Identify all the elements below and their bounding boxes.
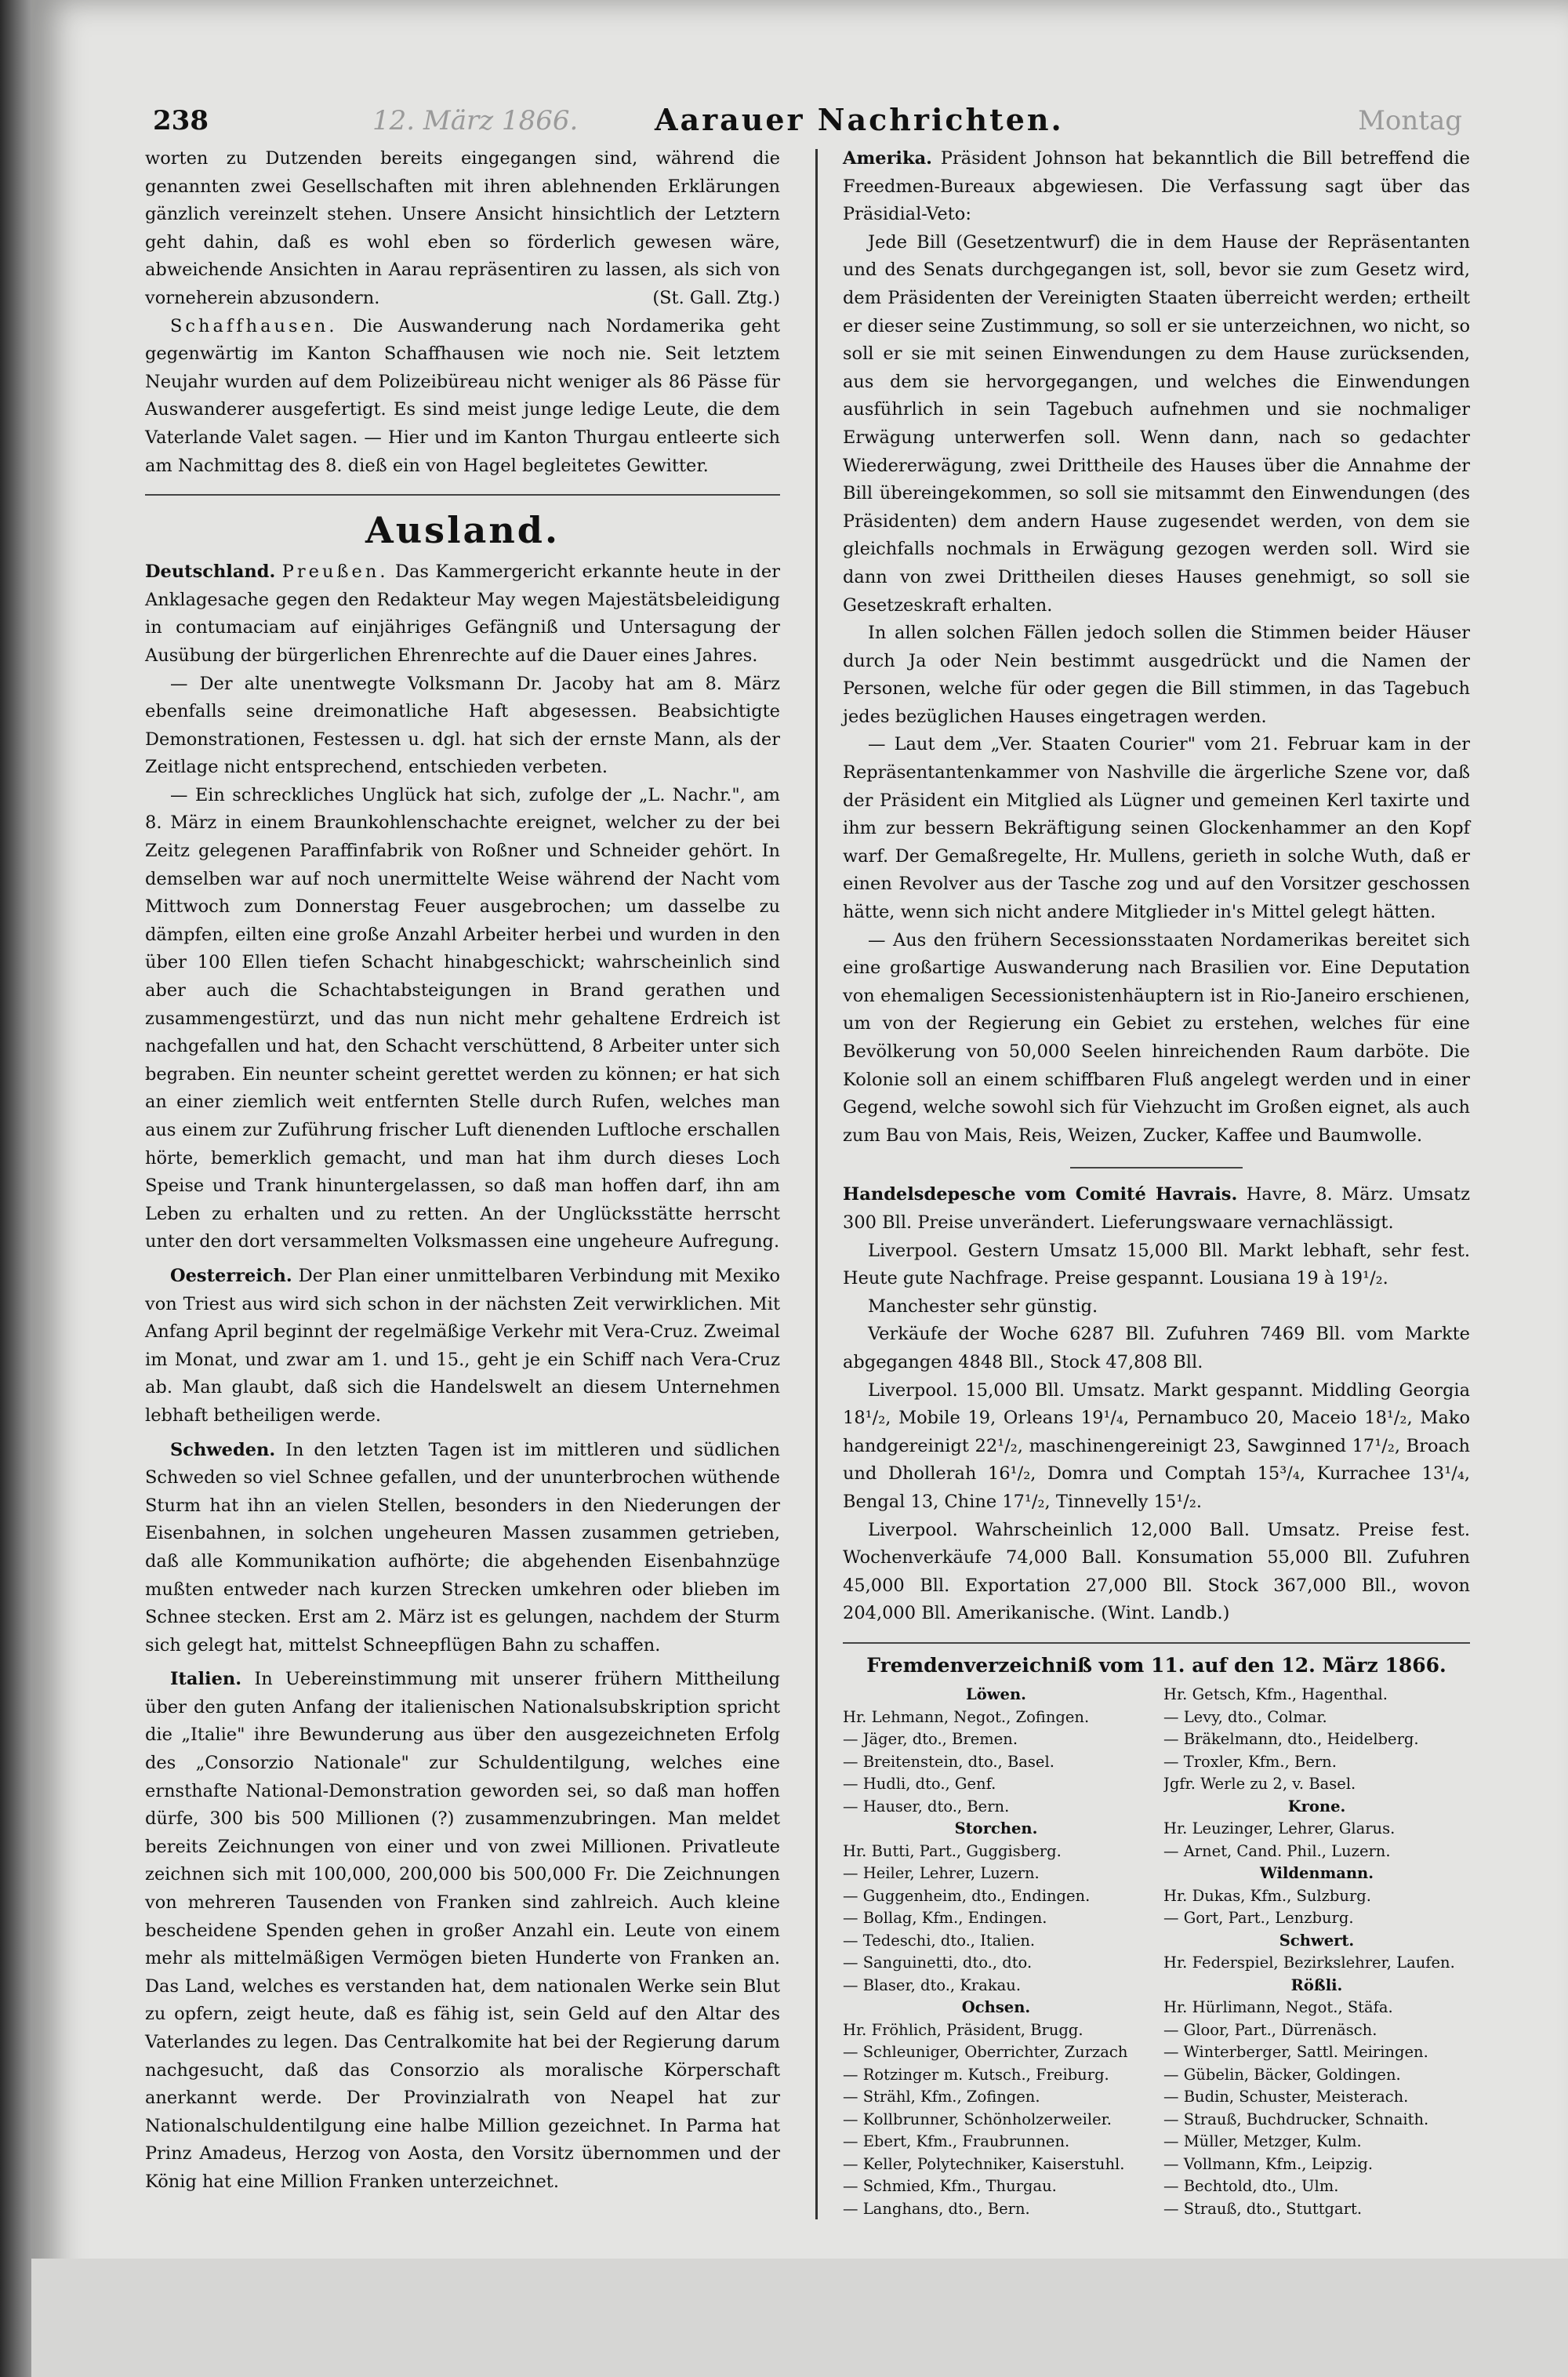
page-number: 238	[153, 105, 209, 136]
hotel-name: Löwen.	[966, 1685, 1026, 1704]
article-nashville: — Laut dem „Ver. Staaten Courier" vom 21. Februar kam in der Repräsentantenkammer von Nashville die ärgerliche Szene vor, daß der Präsident ein Mitglied als Lügner und gemeinen Kerl taxirte und ihm zur bessern Bekräftigung seinen Glockenhammer an den Kopf warf. Der Gemaßregelte, Hr. Mullens, gerieth in solche Wuth, daß er einen Revolver aus der Tasche zog und auf den Vorsitzer geschossen hätte, wenn sich nicht andere Mitglieder in's Mittel gelegt hätten.	[843, 734, 1470, 923]
left-column	[145, 145, 780, 2197]
country-heading: Amerika.	[843, 148, 932, 169]
article-deutschland: Deutschland. Preußen. Das Kammergericht erkannte heute in der Anklagesache gegen den Redakteur May wegen Majestätsbeleidigung in contumaciam auf einjähriges Gefängniß und Untersagung der Ausübung der bürgerlichen Ehrenrechte auf die Dauer eines Jahres.	[145, 562, 781, 666]
guest-entry: — Hudli, dto., Genf.	[843, 1775, 996, 1794]
page-bottom-margin	[31, 2259, 1568, 2377]
guest-list-right	[1163, 1684, 1470, 2220]
column-divider	[815, 149, 818, 2219]
guest-entry: — Blaser, dto., Krakau.	[843, 1975, 1022, 1994]
guest-entry: — Schmied, Kfm., Thurgau.	[843, 2177, 1057, 2196]
guest-entry: — Guggenheim, dto., Endingen.	[843, 1886, 1091, 1905]
guest-entry: — Kollbrunner, Schönholzerweiler.	[843, 2110, 1112, 2128]
guest-entry: — Bräkelmann, dto., Heidelberg.	[1163, 1730, 1419, 1749]
guest-entry: — Keller, Polytechniker, Kaiserstuhl.	[843, 2154, 1125, 2173]
page-header	[122, 102, 1462, 149]
guest-entry: — Müller, Metzger, Kulm.	[1163, 2132, 1362, 2151]
hotel-name: Schwert.	[1279, 1931, 1355, 1950]
book-spine	[0, 0, 31, 2377]
guest-entry: — Budin, Schuster, Meisterach.	[1163, 2088, 1409, 2106]
guest-entry: — Levy, dto., Colmar.	[1163, 1707, 1327, 1726]
country-heading: Oesterreich.	[170, 1265, 292, 1286]
guest-entry: — Winterberger, Sattl. Meiringen.	[1163, 2043, 1428, 2062]
guest-entry: Hr. Leuzinger, Lehrer, Glarus.	[1163, 1819, 1396, 1838]
guest-entry: — Schleuniger, Oberrichter, Zurzach	[843, 2043, 1128, 2062]
trade-heading: Handelsdepesche vom Comité Havrais.	[843, 1184, 1238, 1205]
guest-list-left	[843, 1684, 1149, 2220]
guest-entry: — Tedeschi, dto., Italien.	[843, 1931, 1036, 1950]
guest-entry: Hr. Hürlimann, Negot., Stäfa.	[1163, 1998, 1393, 2017]
guest-entry: Hr. Butti, Part., Guggisberg.	[843, 1841, 1062, 1860]
subheading: Preußen.	[281, 562, 389, 583]
guest-entry: — Rotzinger m. Kutsch., Freiburg.	[843, 2065, 1109, 2084]
guest-entry: — Troxler, Kfm., Bern.	[1163, 1752, 1337, 1771]
article-veto-text-2: In allen solchen Fällen jedoch sollen die Stimmen beider Häuser durch Ja oder Nein bestimmt ausgedrückt und die Namen der Personen, welche für oder gegen die Bill stimmen, in das Tagebuch jedes bezüglichen Hauses eingetragen werden.	[843, 623, 1470, 727]
trade-week-sales: Verkäufe der Woche 6287 Bll. Zufuhren 7469 Bll. vom Markte abgegangen 4848 Bll., Stock 47,808 Bll.	[843, 1324, 1470, 1372]
guest-entry: — Hauser, dto., Bern.	[843, 1797, 1010, 1815]
bleed-through-date: 12. März 1866.	[372, 105, 579, 136]
hotel-name: Ochsen.	[961, 1998, 1031, 2017]
guest-entry: — Strauß, dto., Stuttgart.	[1163, 2199, 1363, 2218]
guest-entry: — Ebert, Kfm., Fraubrunnen.	[843, 2132, 1070, 2151]
guest-list	[843, 1684, 1470, 2220]
section-rule	[843, 1642, 1470, 1644]
article-schweden: Schweden. In den letzten Tagen ist im mittleren und südlichen Schweden so viel Schnee gefallen, und der ununterbrochen wüthende Sturm hat ihn an vielen Stellen, besonders in den Niederungen der Eisenbahnen, in solchen ungeheuren Massen zusammen getrieben, daß alle Kommunikation aufhörte; die abgehenden Eisenbahnzüge mußten entweder nach kurzen Strecken umkehren oder blieben im Schnee stecken. Erst am 2. März ist es gelungen, nachdem der Sturm sich gelegt hat, mittelst Schneepflügen Bahn zu schaffen.	[145, 1439, 780, 1656]
guest-entry: Hr. Fröhlich, Präsident, Brugg.	[843, 2020, 1083, 2039]
guest-entry: — Vollmann, Kfm., Leipzig.	[1163, 2154, 1374, 2173]
trade-liverpool-2: Liverpool. 15,000 Bll. Umsatz. Markt gespannt. Middling Georgia 18¹/₂, Mobile 19, Orleans 19¹/₄, Pernambuco 20, Maceio 18¹/₂, Mako handgereinigt 22¹/₂, maschinengereinigt 23, Sawginned 17¹/₂, Broach und Dhollerah 16¹/₂, Domra und Comptah 15³/₄, Kurrachee 13¹/₄, Bengal 13, Chine 17¹/₂, Tinnevelly 15¹/₂.	[843, 1379, 1470, 1512]
trade-dispatch-havre: Handelsdepesche vom Comité Havrais. Havre, 8. März. Umsatz 300 Bll. Preise unverändert. Lieferungswaare vernachlässigt.	[843, 1184, 1471, 1233]
source-credit: (Wint. Landb.)	[1101, 1603, 1230, 1624]
guest-entry: Hr. Dukas, Kfm., Sulzburg.	[1163, 1886, 1371, 1905]
article-veto-text: Jede Bill (Gesetzentwurf) die in dem Hause der Repräsentanten und des Senats durchgegangen ist, soll, bevor sie zum Gesetz wird, dem Präsidenten der Vereinigten Staaten überreicht werden; ertheilt er dieser seine Zustimmung, so soll er sie unterzeichnen, wo nicht, so soll er sie mit seinen Einwendungen zu dem Hause zurücksenden, aus dem sie hervorgegangen, und welches die Einwendungen ausführlich in sein Tagebuch aufnehmen und sie nochmaliger Erwägung unterwerfen soll. Wenn dann, nach so gedachter Wiedererwägung, zwei Drittheile des Hauses über die Annahme der Bill übereingekommen, so soll sie mitsammt den Einwendungen (des Präsidenten) dem andern Hause zugesendet werden, von dem sie gleichfalls nochmals in Erwägung gezogen werden soll. Wird sie dann von zwei Drittheilen dieses Hauses genehmigt, so soll sie Gesetzeskraft erhalten.	[843, 231, 1470, 616]
guest-entry: — Heiler, Lehrer, Luzern.	[843, 1864, 1040, 1883]
guest-entry: — Sanguinetti, dto., dto.	[843, 1954, 1033, 1972]
article-oesterreich: Oesterreich. Der Plan einer unmittelbaren Verbindung mit Mexiko von Triest aus wird sich schon in der nächsten Zeit verwirklichen. Mit Anfang April beginnt der regelmäßige Verkehr mit Vera-Cruz. Zweimal im Monat, und zwar am 1. und 15., geht je ein Schiff nach Vera-Cruz ab. Man glaubt, daß sich die Handelswelt an diesem Unternehmen lebhaft betheiligen werde.	[145, 1265, 780, 1426]
country-heading: Italien.	[170, 1669, 242, 1690]
hotel-name: Storchen.	[954, 1819, 1038, 1838]
trade-liverpool-1: Liverpool. Gestern Umsatz 15,000 Bll. Markt lebhaft, sehr fest. Heute gute Nachfrage. Preise gespannt. Lousiana 19 à 19¹/₂.	[843, 1240, 1470, 1289]
guest-entry: Jgfr. Werle zu 2, v. Basel.	[1163, 1775, 1356, 1794]
guest-entry: — Langhans, dto., Bern.	[843, 2199, 1030, 2218]
newspaper-title: Aarauer Nachrichten.	[655, 102, 1064, 137]
article-continuation: worten zu Dutzenden bereits eingegangen sind, während die genannten zwei Gesellschaften mit ihren ablehnenden Erklärungen gänzlich vereinzelt stehen. Unsere Ansicht hinsichtlich der Letztern geht dahin, daß es wohl eben so förderlich gewesen wäre, abweichende Ansichten in Aarau repräsentiren zu lassen, als sich von vorneherein abzusondern. (St. Gall. Ztg.)	[145, 145, 780, 313]
guest-list-title: Fremdenverzeichniß vom 11. auf den 12. März 1866.	[866, 1653, 1446, 1677]
dateline: Schaffhausen.	[170, 315, 338, 336]
guest-entry: — Gort, Part., Lenzburg.	[1163, 1909, 1354, 1928]
country-heading: Schweden.	[170, 1439, 276, 1460]
guest-entry: Hr. Lehmann, Negot., Zofingen.	[843, 1707, 1090, 1726]
right-column	[843, 145, 1470, 2220]
section-rule	[145, 494, 780, 496]
country-heading: Deutschland.	[145, 562, 276, 583]
guest-entry: Hr. Getsch, Kfm., Hagenthal.	[1163, 1685, 1388, 1704]
article-schaffhausen: Schaffhausen. Die Auswanderung nach Nordamerika geht gegenwärtig im Kanton Schaffhausen wie noch nie. Seit letztem Neujahr wurden auf dem Polizeibüreau nicht weniger als 86 Pässe für Auswanderer ausgefertigt. Es sind meist junge ledige Leute, die dem Vaterlande Valet sagen. — Hier und im Kanton Thurgau entleerte sich am Nachmittag des 8. dieß ein von Hagel begleitetes Gewitter.	[145, 315, 780, 476]
trade-manchester: Manchester sehr günstig.	[868, 1296, 1098, 1317]
guest-entry: — Strauß, Buchdrucker, Schnaith.	[1163, 2110, 1429, 2128]
hotel-name: Krone.	[1287, 1797, 1346, 1815]
guest-entry: — Gloor, Part., Dürrenäsch.	[1163, 2020, 1377, 2039]
guest-entry: — Gübelin, Bäcker, Goldingen.	[1163, 2065, 1401, 2084]
article-brasilien: — Aus den frühern Secessionsstaaten Nordamerikas bereitet sich eine großartige Auswanderung nach Brasilien vor. Eine Deputation von ehemaligen Secessionistenhäuptern ist in Rio-Janeiro erschienen, um von der Regierung ein Gebiet zu erstehen, welches für eine Bevölkerung von 50,000 Seelen hinreichenden Raum darböte. Die Kolonie soll an einem schiffbaren Fluß angelegt werden und in einer Gegend, welche sowohl sich für Viehzucht im Großen eignet, als auch zum Bau von Mais, Reis, Weizen, Zucker, Kaffee und Baumwolle.	[843, 929, 1470, 1146]
article-jacoby: — Der alte unentwegte Volksmann Dr. Jacoby hat am 8. März ebenfalls seine dreimonatliche Haft abgesessen. Beabsichtigte Demonstrationen, Festessen u. dgl. hat sich der ernste Mann, als der Zeitlage nicht entsprechend, entschieden verbeten.	[145, 673, 780, 778]
guest-entry: — Jäger, dto., Bremen.	[843, 1730, 1018, 1749]
bleed-through-day: Montag	[1358, 105, 1462, 136]
guest-entry: — Arnet, Cand. Phil., Luzern.	[1163, 1841, 1391, 1860]
article-mine-accident: — Ein schreckliches Unglück hat sich, zufolge der „L. Nachr.", am 8. März in einem Braunkohlenschachte ereignet, welcher zu der bei Zeitz gelegenen Paraffinfabrik von Roßner und Schneider gehört. In demselben war auf noch unermittelte Weise während der Nacht vom Mittwoch zum Donnerstag Feuer ausgebrochen; um dasselbe zu dämpfen, eilten eine große Anzahl Arbeiter herbei und wurden in den über 100 Ellen tiefen Schacht hinabgeschickt; wahrscheinlich sind aber auch die Schachtabsteigungen in Brand gerathen und zusammengestürzt, und das nun nicht mehr gehaltene Erdreich ist nachgefallen und hat, den Schacht verschüttend, 8 Arbeiter unter sich begraben. Ein neunter scheint gerettet werden zu können; er hat sich an einer ziemlich weit entfernten Stelle durch Rufen, welches man aus einem zur Zuführung frischer Luft dienenden Luftloche erschallen hörte, bemerklich gemacht, und man hat ihm durch dieses Loch Speise und Trank hinuntergelassen, so daß man hoffen darf, ihn am Leben zu erhalten und zu retten. An der Unglücksstätte herrscht unter den dort versammelten Volksmassen eine ungeheure Aufregung.	[145, 784, 780, 1252]
guest-entry: — Bechtold, dto., Ulm.	[1163, 2177, 1339, 2196]
guest-entry: — Bollag, Kfm., Endingen.	[843, 1909, 1047, 1928]
article-italien: Italien. In Uebereinstimmung mit unserer frühern Mittheilung über den guten Anfang der italienischen Nationalsubskription spricht die „Italie" ihre Bewunderung aus über den ausgezeichneten Erfolg des „Consorzio Nationale" zur Schuldentilgung, welches eine ernsthafte National-Demonstration geworden sei, so daß man hoffen dürfe, 300 bis 500 Millionen (?) zusammenzubringen. Man meldet bereits Zeichnungen von einer und von zwei Millionen. Privatleute zeichnen sich mit 100,000, 200,000 bis 500,000 Fr. Die Zeichnungen von mehreren Tausenden von Franken sind zahlreich. Auch kleine bescheidene Spenden gehen in großer Anzahl ein. Leute von einem mehr als mittelmäßigen Vermögen bieten Hunderte von Franken an. Das Land, welches es verstanden hat, dem nationalen Werke sein Blut zu opfern, zeigt heute, daß es fähig ist, sein Geld auf den Altar des Vaterlandes zu legen. Das Centralkomite hat bei der Regierung darum nachgesucht, daß das Consorzio als moralische Körperschaft anerkannt werde. Der Provinzialrath von Neapel hat zur Nationalschuldentilgung eine halbe Million gezeichnet. In Parma hat Prinz Amadeus, Herzog von Aosta, den Vorsitz übernommen und der König hat eine Million Franken unterzeichnet.	[145, 1669, 781, 2192]
article-amerika: Amerika. Präsident Johnson hat bekanntlich die Bill betreffend die Freedmen-Bureaux abgewiesen. Die Verfassung sagt über das Präsidial-Veto:	[843, 148, 1470, 225]
guest-entry: — Strähl, Kfm., Zofingen.	[843, 2088, 1040, 2106]
guest-entry: Hr. Federspiel, Bezirkslehrer, Laufen.	[1163, 1954, 1455, 1972]
guest-entry: — Breitenstein, dto., Basel.	[843, 1752, 1054, 1771]
hotel-name: Wildenmann.	[1259, 1864, 1374, 1883]
trade-liverpool-3: Liverpool. Wahrscheinlich 12,000 Ball. Umsatz. Preise fest. Wochenverkäufe 74,000 Ball. Konsumation 55,000 Bll. Zufuhren 45,000 Bll. Exportation 27,000 Bll. Stock 367,000 Bll., wovon 204,000 Bll. Amerikanische. (Wint. Landb.)	[843, 1519, 1470, 1624]
section-heading-ausland: Ausland.	[365, 509, 560, 552]
section-rule	[1070, 1167, 1243, 1169]
hotel-name: Rößli.	[1290, 1975, 1343, 1994]
source-credit: (St. Gall. Ztg.)	[652, 287, 780, 308]
